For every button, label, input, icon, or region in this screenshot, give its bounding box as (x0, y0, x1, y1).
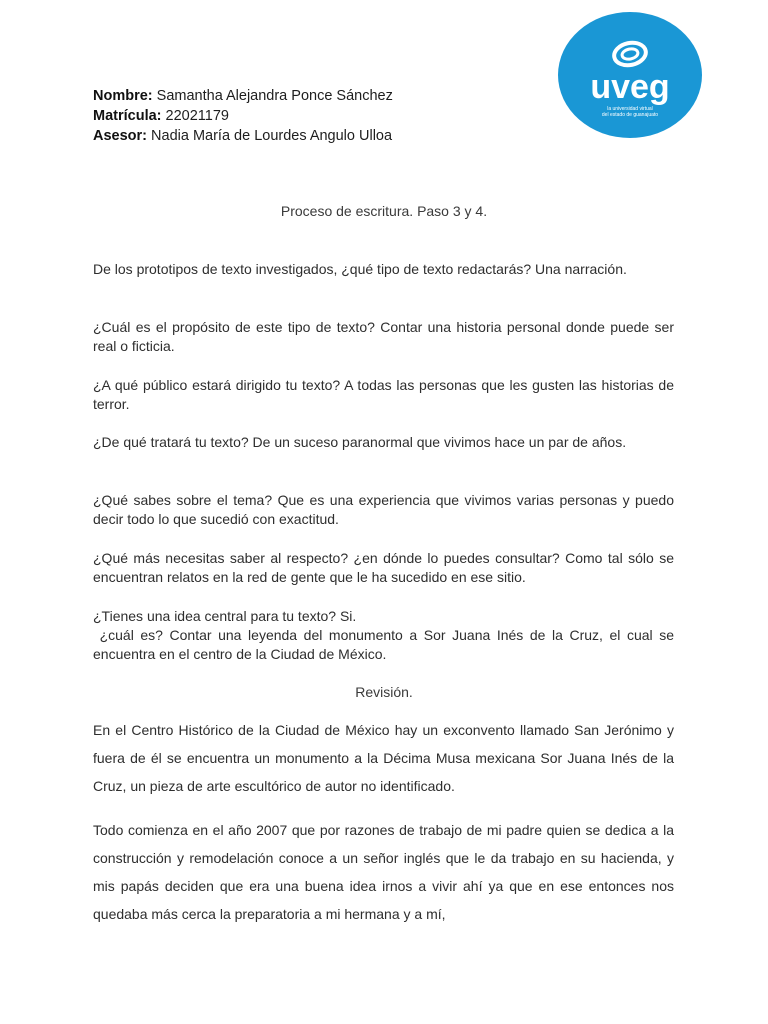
asesor-value: Nadia María de Lourdes Angulo Ulloa (151, 128, 393, 144)
nombre-value: Samantha Alejandra Ponce Sánchez (156, 88, 393, 104)
matricula-value: 22021179 (165, 108, 229, 124)
body-paragraph: En el Centro Histórico de la Ciudad de México hay un exconvento llamado San Jerónimo y fuera de él se encuentra un monumento a la Décima Musa mexicana Sor Juana Inés de la Cruz, un pieza de arte escultórico de autor no identificado. (93, 722, 674, 794)
nombre-label: Nombre: (93, 88, 153, 104)
qa-paragraph: ¿A qué público estará dirigido tu texto? A todas las personas que les gusten las historias de terror. (93, 377, 674, 412)
qa-paragraph: ¿De qué tratará tu texto? De un suceso paranormal que vivimos hace un par de años. (93, 434, 627, 450)
revision-title: Revisión. (355, 684, 413, 700)
qa-paragraph: ¿Cuál es el propósito de este tipo de texto? Contar una historia personal donde puede ser real o ficticia. (93, 319, 674, 354)
svg-text:uveg: uveg (590, 68, 670, 106)
document-title: Proceso de escritura. Paso 3 y 4. (280, 203, 488, 219)
body-paragraph: Todo comienza en el año 2007 que por razones de trabajo de mi padre quien se dedica a la construcción y remodelación conoce a un señor inglés que le da trabajo en su hacienda, y mis papás deciden que era una buena idea irnos a vivir ahí ya que en ese entonces nos quedaba más cerca la preparatoria a mi hermana y a mí, (93, 822, 674, 922)
qa-paragraph: ¿Qué sabes sobre el tema? Que es una experiencia que vivimos varias personas y puedo decir todo lo que sucedió con exactitud. (93, 492, 674, 527)
asesor-label: Asesor: (93, 128, 147, 144)
nombre-row (93, 86, 393, 106)
matricula-row (93, 106, 393, 126)
svg-text:del estado de guanajuato: del estado de guanajuato (601, 112, 659, 118)
student-info (93, 86, 393, 146)
qa-paragraph: De los prototipos de texto investigados, ¿qué tipo de texto redactarás? Una narración. (93, 261, 627, 277)
svg-text:la universidad virtual: la universidad virtual (607, 106, 653, 112)
qa-paragraph: ¿Tienes una idea central para tu texto? Si. ¿cuál es? Contar una leyenda del monumento a Sor Juana Inés de la Cruz, el cual se encuentra en el centro de la Ciudad de México. (93, 608, 678, 662)
asesor-row (93, 126, 393, 146)
qa-paragraph: ¿Qué más necesitas saber al respecto? ¿en dónde lo puedes consultar? Como tal sólo se encuentran relatos en la red de gente que le ha sucedido en ese sitio. (93, 550, 674, 585)
uveg-logo (558, 12, 702, 138)
matricula-label: Matrícula: (93, 108, 162, 124)
